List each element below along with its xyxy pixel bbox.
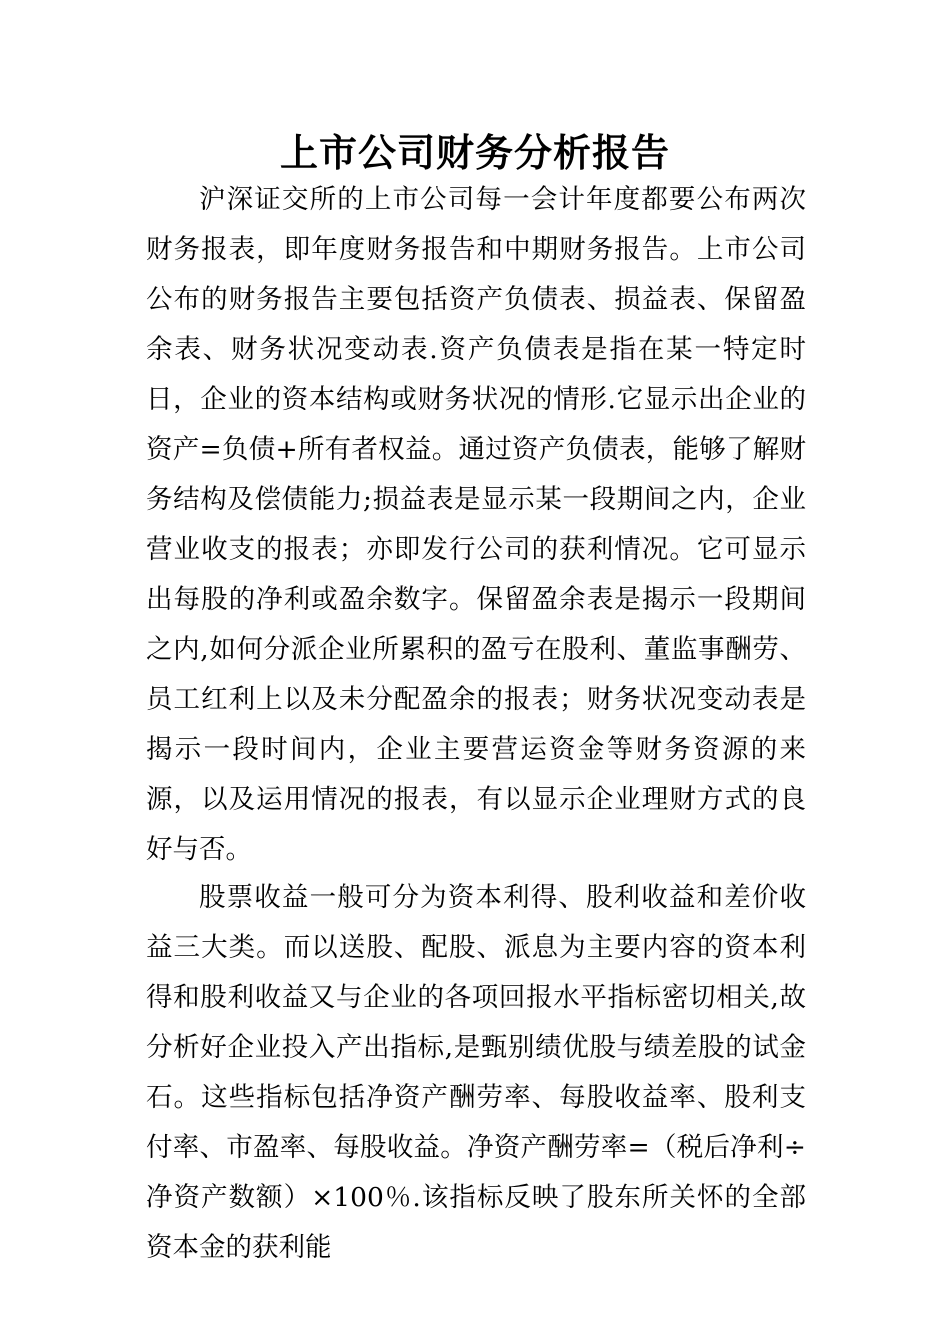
document-title: 上市公司财务分析报告	[279, 130, 670, 175]
paragraph-stock-returns: 股票收益一般可分为资本利得、股利收益和差价收益三大类。而以送股、配股、派息为主要内容的资本利得和股利收益又与企业的各项回报水平指标密切相关,故分析好企业投入产出指标,是甄别绩优股与绩差股的试金石。这些指标包括净资产酬劳率、每股收益率、股利支付率、市盈率、每股收益。净资产酬劳率=（税后净利÷净资产数额）×100％.该指标反映了股东所关怀的全部资本金的获利能	[146, 882, 806, 1263]
paragraph-financial-statements: 沪深证交所的上市公司每一会计年度都要公布两次财务报表，即年度财务报告和中期财务报告。上市公司公布的财务报告主要包括资产负债表、损益表、保留盈余表、财务状况变动表.资产负债表是指在某一特定时日，企业的资本结构或财务状况的情形.它显示出企业的资产=负债+所有者权益。通过资产负债表，能够了解财务结构及偿债能力;损益表是显示某一段期间之内，企业营业收支的报表；亦即发行公司的获利情况。它可显示出每股的净利或盈余数字。保留盈余表是揭示一段期间之内,如何分派企业所累积的盈亏在股利、董监事酬劳、员工红利上以及未分配盈余的报表；财务状况变动表是揭示一段时间内，企业主要营运资金等财务资源的来源，以及运用情况的报表，有以显示企业理财方式的良好与否。	[146, 184, 806, 865]
